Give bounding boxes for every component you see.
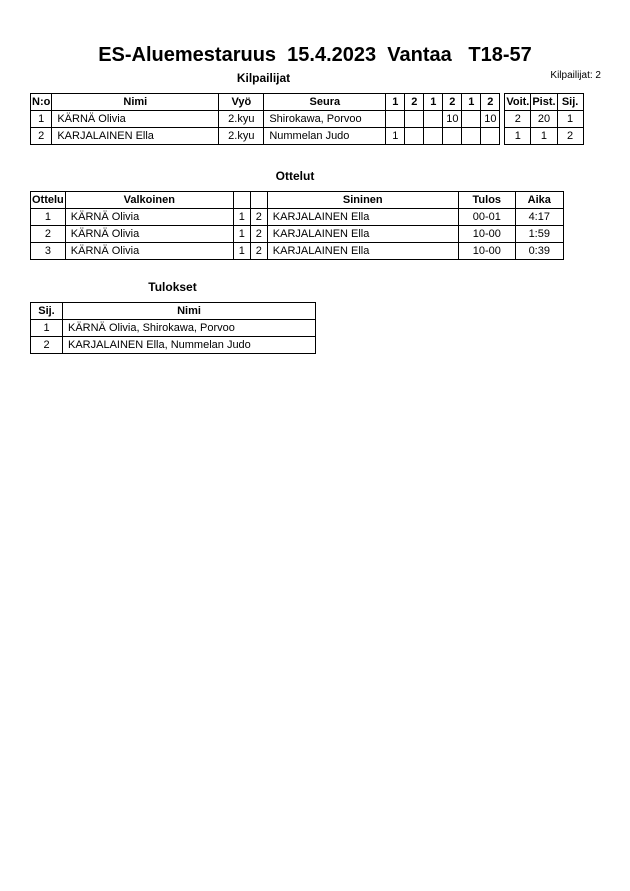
header-cell-score-3: 1 bbox=[424, 94, 443, 111]
cell-place: 1 bbox=[31, 320, 63, 337]
cell-wins: 1 bbox=[505, 128, 531, 145]
cell-time: 0:39 bbox=[515, 243, 563, 260]
cell-result: 10-00 bbox=[458, 226, 515, 243]
cell-match-no: 1 bbox=[31, 209, 66, 226]
cell-belt: 2.kyu bbox=[219, 128, 264, 145]
cell-white-num: 1 bbox=[233, 226, 250, 243]
competitors-summary-table bbox=[504, 93, 583, 145]
cell-score bbox=[405, 111, 424, 128]
result-row bbox=[31, 337, 316, 354]
results-table bbox=[30, 302, 316, 354]
header-cell-score-2: 2 bbox=[405, 94, 424, 111]
cell-blue-name: KARJALAINEN Ella bbox=[267, 243, 458, 260]
cell-score bbox=[424, 111, 443, 128]
competitors-header-row bbox=[31, 94, 500, 111]
matches-section-title: Ottelut bbox=[275, 169, 315, 183]
competitors-tables bbox=[30, 93, 630, 145]
page-title: ES-Aluemestaruus 15.4.2023 Vantaa T18-57 bbox=[98, 44, 532, 66]
header-cell-score-6: 2 bbox=[481, 94, 500, 111]
header-cell-sininen: Sininen bbox=[267, 192, 458, 209]
header-cell-sij: Sij. bbox=[557, 94, 583, 111]
cell-white-name: KÄRNÄ Olivia bbox=[65, 226, 233, 243]
results-header-row bbox=[31, 303, 316, 320]
cell-white-num: 1 bbox=[233, 243, 250, 260]
cell-belt: 2.kyu bbox=[219, 111, 264, 128]
cell-score bbox=[386, 111, 405, 128]
header-cell-aika: Aika bbox=[515, 192, 563, 209]
cell-score bbox=[462, 111, 481, 128]
cell-white-num: 1 bbox=[233, 209, 250, 226]
header-cell-empty bbox=[250, 192, 267, 209]
cell-time: 1:59 bbox=[515, 226, 563, 243]
header-cell-valkoinen: Valkoinen bbox=[65, 192, 233, 209]
result-row bbox=[31, 320, 316, 337]
summary-header-row bbox=[505, 94, 583, 111]
cell-no: 2 bbox=[31, 128, 52, 145]
cell-score: 1 bbox=[386, 128, 405, 145]
cell-no: 1 bbox=[31, 111, 52, 128]
cell-place: 2 bbox=[31, 337, 63, 354]
cell-blue-name: KARJALAINEN Ella bbox=[267, 209, 458, 226]
match-row bbox=[31, 226, 564, 243]
cell-points: 1 bbox=[531, 128, 557, 145]
summary-row bbox=[505, 111, 583, 128]
header-cell-score-4: 2 bbox=[443, 94, 462, 111]
cell-name: KÄRNÄ Olivia, Shirokawa, Porvoo bbox=[63, 320, 316, 337]
cell-place: 2 bbox=[557, 128, 583, 145]
cell-name: KARJALAINEN Ella, Nummelan Judo bbox=[63, 337, 316, 354]
cell-name: KÄRNÄ Olivia bbox=[52, 111, 219, 128]
cell-club: Shirokawa, Porvoo bbox=[264, 111, 386, 128]
header-cell-tulos: Tulos bbox=[458, 192, 515, 209]
cell-score: 10 bbox=[443, 111, 462, 128]
results-section-title: Tulokset bbox=[148, 280, 197, 294]
cell-white-name: KÄRNÄ Olivia bbox=[65, 243, 233, 260]
cell-name: KARJALAINEN Ella bbox=[52, 128, 219, 145]
header-cell-score-5: 1 bbox=[462, 94, 481, 111]
competitors-section-title: Kilpailijat bbox=[236, 71, 291, 85]
header-cell-voit: Voit. bbox=[505, 94, 531, 111]
header-cell-sij: Sij. bbox=[31, 303, 63, 320]
header-cell-no: N:o bbox=[31, 94, 52, 111]
cell-white-name: KÄRNÄ Olivia bbox=[65, 209, 233, 226]
competitor-row bbox=[31, 111, 500, 128]
cell-points: 20 bbox=[531, 111, 557, 128]
cell-result: 00-01 bbox=[458, 209, 515, 226]
cell-match-no: 2 bbox=[31, 226, 66, 243]
header-cell-vyo: Vyö bbox=[219, 94, 264, 111]
cell-score bbox=[405, 128, 424, 145]
cell-score bbox=[443, 128, 462, 145]
cell-match-no: 3 bbox=[31, 243, 66, 260]
summary-row bbox=[505, 128, 583, 145]
cell-score bbox=[481, 128, 500, 145]
cell-score: 10 bbox=[481, 111, 500, 128]
header-cell-nimi: Nimi bbox=[52, 94, 219, 111]
competitors-section-header bbox=[30, 71, 497, 85]
header-cell-score-1: 1 bbox=[386, 94, 405, 111]
header-cell-nimi: Nimi bbox=[63, 303, 316, 320]
cell-score bbox=[462, 128, 481, 145]
cell-wins: 2 bbox=[505, 111, 531, 128]
header-cell-seura: Seura bbox=[264, 94, 386, 111]
competitors-table bbox=[30, 93, 500, 145]
header-cell-pist: Pist. bbox=[531, 94, 557, 111]
cell-blue-num: 2 bbox=[250, 226, 267, 243]
cell-place: 1 bbox=[557, 111, 583, 128]
competitor-row bbox=[31, 128, 500, 145]
cell-blue-num: 2 bbox=[250, 243, 267, 260]
match-row bbox=[31, 243, 564, 260]
header-cell-empty bbox=[233, 192, 250, 209]
cell-time: 4:17 bbox=[515, 209, 563, 226]
competitors-count-label: Kilpailijat: 2 bbox=[550, 70, 601, 81]
cell-blue-name: KARJALAINEN Ella bbox=[267, 226, 458, 243]
matches-table bbox=[30, 191, 564, 260]
cell-blue-num: 2 bbox=[250, 209, 267, 226]
cell-result: 10-00 bbox=[458, 243, 515, 260]
match-row bbox=[31, 209, 564, 226]
cell-club: Nummelan Judo bbox=[264, 128, 386, 145]
header-cell-ottelu: Ottelu bbox=[31, 192, 66, 209]
cell-score bbox=[424, 128, 443, 145]
matches-header-row bbox=[31, 192, 564, 209]
